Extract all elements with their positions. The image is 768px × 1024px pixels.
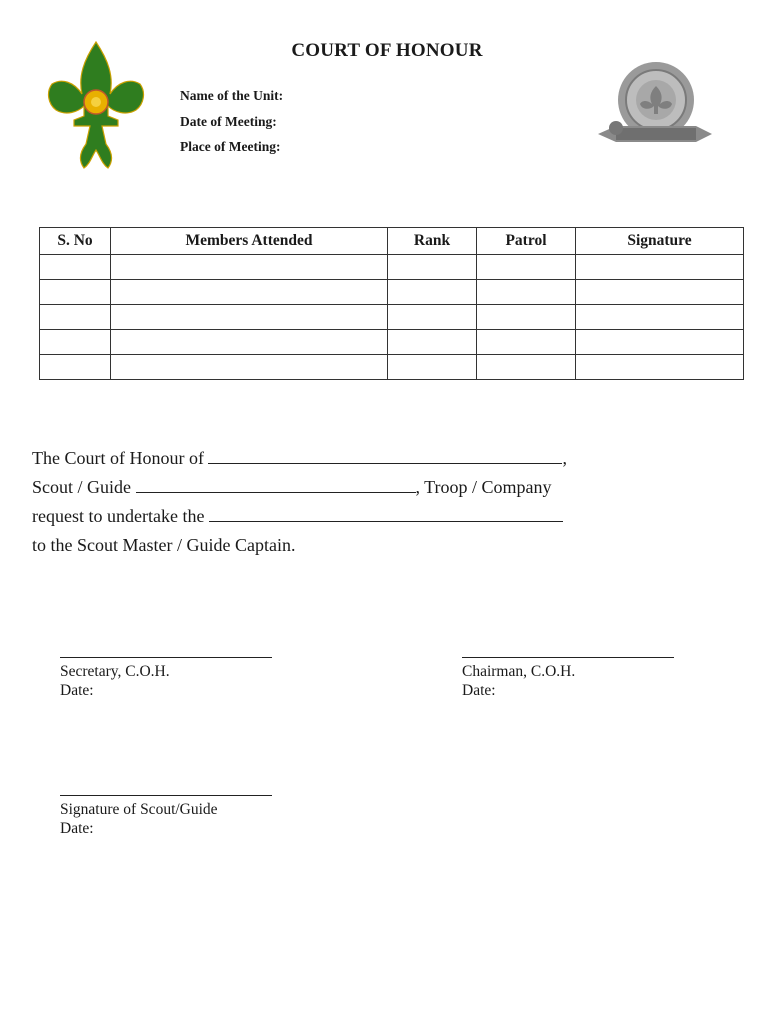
table-row [40,280,744,305]
chairman-signature-block [462,657,674,700]
activity-blank[interactable] [209,507,563,522]
table-cell[interactable] [576,330,744,355]
table-cell[interactable] [111,255,388,280]
table-cell[interactable] [477,305,576,330]
line2-suffix: , Troop / Company [415,477,552,497]
secretary-signature-line[interactable] [60,657,272,658]
unit-name-label: Name of the Unit: [180,88,284,103]
table-cell[interactable] [576,305,744,330]
chairman-signature-line[interactable] [462,657,674,658]
table-row [40,330,744,355]
table-cell[interactable] [477,255,576,280]
line1-prefix: The Court of Honour of [32,448,204,468]
circular-seal-emblem-icon [594,56,714,152]
request-paragraph [32,444,567,560]
scout-date-label: Date: [60,820,94,837]
table-cell[interactable] [111,355,388,380]
table-row [40,305,744,330]
table-row [40,255,744,280]
scout-signature-title: Signature of Scout/Guide [60,801,218,818]
chairman-date-label: Date: [462,682,496,699]
secretary-title: Secretary, C.O.H. [60,663,170,680]
chairman-title: Chairman, C.O.H. [462,663,576,680]
secretary-signature-block [60,657,272,700]
meeting-date-label: Date of Meeting: [180,113,277,129]
paragraph-line-4: to the Scout Master / Guide Captain. [32,535,296,555]
table-cell[interactable] [40,355,111,380]
table-cell[interactable] [477,355,576,380]
col-header-rank: Rank [388,228,477,255]
paragraph-line-1 [32,444,567,473]
line2-prefix: Scout / Guide [32,477,131,497]
secretary-date-label: Date: [60,682,94,699]
scout-signature-block [60,795,272,838]
paragraph-line-2 [32,473,567,502]
attendance-table [39,227,743,380]
table-cell[interactable] [388,305,477,330]
meeting-place-label: Place of Meeting: [180,139,281,154]
col-header-signature: Signature [576,228,744,255]
form-title: COURT OF HONOUR [291,40,483,61]
line1-suffix: , [562,448,567,468]
table-cell[interactable] [576,355,744,380]
table-cell[interactable] [477,330,576,355]
table-cell[interactable] [477,280,576,305]
scout-signature-line[interactable] [60,795,272,796]
table-cell[interactable] [388,330,477,355]
col-header-sno: S. No [40,228,111,255]
meeting-details [180,86,283,163]
court-name-blank[interactable] [208,449,562,464]
table-cell[interactable] [576,255,744,280]
table-row [40,355,744,380]
table-cell[interactable] [40,280,111,305]
line3-prefix: request to undertake the [32,506,205,526]
table-cell[interactable] [111,280,388,305]
table-cell[interactable] [576,280,744,305]
table-cell[interactable] [40,305,111,330]
table-cell[interactable] [40,330,111,355]
unit-name-blank[interactable] [136,478,416,493]
table-cell[interactable] [388,355,477,380]
table-cell[interactable] [111,305,388,330]
col-header-members: Members Attended [111,228,388,255]
table-cell[interactable] [111,330,388,355]
col-header-patrol: Patrol [477,228,576,255]
table-header-row [40,228,744,255]
table-cell[interactable] [388,255,477,280]
table-cell[interactable] [388,280,477,305]
table-cell[interactable] [40,255,111,280]
paragraph-line-3 [32,502,567,531]
